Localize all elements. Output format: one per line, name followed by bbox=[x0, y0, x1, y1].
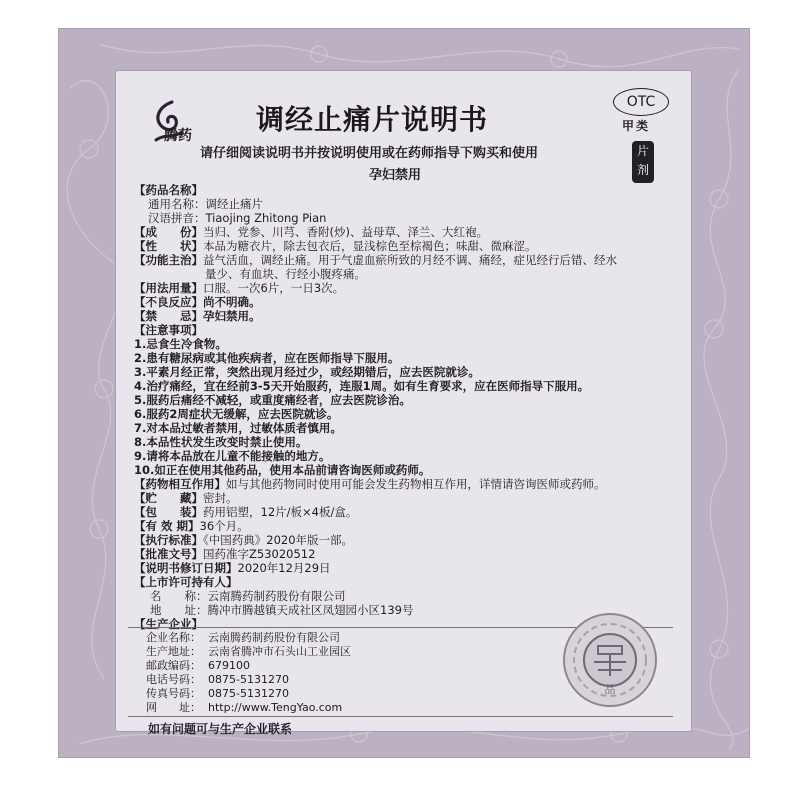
value-standard: 《中国药典》2020年版一部。 bbox=[203, 533, 354, 547]
label-approval: 【批准文号】 bbox=[134, 547, 203, 561]
contact-fax bbox=[146, 687, 289, 700]
caution-item: 9.请将本品放在儿童不能接触的地方。 bbox=[134, 449, 331, 463]
label-company: 企业名称： bbox=[146, 631, 201, 644]
value-phone: 0875-5131270 bbox=[208, 673, 289, 686]
contact-company bbox=[146, 631, 340, 644]
row-validity bbox=[134, 519, 249, 533]
row-package bbox=[134, 505, 357, 519]
logo-text: 腾药 bbox=[164, 128, 192, 144]
label-holder-address: 地 址： bbox=[150, 603, 208, 617]
company-seal-icon bbox=[560, 610, 660, 710]
dosage-form-text: 片剂 bbox=[637, 144, 650, 177]
label-address: 生产地址： bbox=[146, 645, 201, 658]
value-interactions: 如与其他药物同时使用可能会发生药物相互作用，详情请咨询医师或药师。 bbox=[226, 477, 606, 491]
caution-item: 7.对本品过敏者禁用，过敏体质者慎用。 bbox=[134, 421, 342, 435]
row-contraindications bbox=[134, 309, 261, 323]
value-validity: 36个月。 bbox=[199, 519, 249, 533]
label-validity: 【有 效 期】 bbox=[134, 519, 200, 533]
caution-item: 6.服药2周症状无缓解，应去医院就诊。 bbox=[134, 407, 339, 421]
label-generic: 通用名称： bbox=[148, 197, 206, 211]
row-interactions bbox=[134, 477, 606, 491]
label-holder: 【上市许可持有人】 bbox=[134, 575, 238, 589]
otc-grade: 甲类 bbox=[622, 119, 651, 133]
value-properties: 本品为糖衣片，除去包衣后，显浅棕色至棕褐色；味甜、微麻涩。 bbox=[203, 239, 537, 253]
label-interactions: 【药物相互作用】 bbox=[134, 477, 226, 491]
value-pinyin: Tiaojing Zhitong Pian bbox=[205, 211, 327, 225]
instruction-line: 请仔细阅读说明书并按说明使用或在药师指导下购买和使用 bbox=[200, 146, 539, 161]
row-storage bbox=[134, 491, 238, 505]
row-cautions-heading bbox=[134, 323, 203, 337]
label-revision: 【说明书修订日期】 bbox=[134, 561, 238, 575]
label-phone: 电话号码： bbox=[146, 673, 201, 686]
contact-postcode bbox=[146, 659, 250, 672]
label-drug-name: 【药品名称】 bbox=[134, 183, 203, 197]
otc-badge: OTC bbox=[613, 88, 669, 116]
caution-item: 5.服药后痛经不减轻，或重度痛经者，应去医院诊治。 bbox=[134, 393, 411, 407]
label-manufacturer: 【生产企业】 bbox=[134, 617, 203, 631]
document-title: 调经止痛片说明书 bbox=[256, 103, 489, 136]
value-storage: 密封。 bbox=[203, 491, 238, 505]
value-generic: 调经止痛片 bbox=[205, 197, 263, 211]
row-indications bbox=[134, 253, 617, 267]
row-dosage bbox=[134, 281, 344, 295]
row-holder-name bbox=[150, 589, 346, 603]
row-holder bbox=[134, 575, 238, 589]
label-ingredients: 【成 份】 bbox=[134, 225, 203, 239]
section-drug-name bbox=[134, 183, 203, 197]
value-holder-address: 腾冲市腾越镇天成社区凤翅园小区139号 bbox=[207, 603, 414, 617]
value-postcode: 679100 bbox=[208, 659, 250, 672]
value-company: 云南腾药制药股份有限公司 bbox=[208, 631, 340, 644]
label-cautions: 【注意事项】 bbox=[134, 323, 203, 337]
divider bbox=[128, 716, 673, 717]
label-indications: 【功能主治】 bbox=[134, 253, 203, 267]
pregnancy-warning: 孕妇禁用 bbox=[369, 168, 422, 183]
label-pinyin: 汉语拼音： bbox=[148, 211, 206, 225]
caution-item: 10.如正在使用其他药品，使用本品前请咨询医师或药师。 bbox=[134, 463, 431, 477]
value-indications-1: 益气活血，调经止痛。用于气虚血瘀所致的月经不调、痛经，症见经行后错、经水 bbox=[203, 253, 617, 267]
label-standard: 【执行标准】 bbox=[134, 533, 203, 547]
value-revision: 2020年12月29日 bbox=[237, 561, 331, 575]
value-adverse: 尚不明确。 bbox=[203, 295, 261, 309]
row-ingredients bbox=[134, 225, 488, 239]
row-holder-address bbox=[150, 603, 413, 617]
footer-note: 如有问题可与生产企业联系 bbox=[148, 722, 293, 736]
value-package: 药用铝塑，12片/板×4板/盒。 bbox=[203, 505, 358, 519]
value-indications-2: 量少、有血块、行经小腹疼痛。 bbox=[205, 267, 366, 281]
seal-text: 品 bbox=[604, 683, 616, 696]
value-holder-name: 云南腾药制药股份有限公司 bbox=[207, 589, 346, 603]
row-standard bbox=[134, 533, 353, 547]
caution-item: 8.本品性状发生改变时禁止使用。 bbox=[134, 435, 308, 449]
value-address: 云南省腾冲市石头山工业园区 bbox=[208, 645, 351, 658]
label-adverse: 【不良反应】 bbox=[134, 295, 203, 309]
label-web: 网 址： bbox=[146, 701, 201, 714]
dosage-form-tag bbox=[632, 141, 654, 183]
label-holder-name: 名 称： bbox=[150, 589, 208, 603]
value-fax: 0875-5131270 bbox=[208, 687, 289, 700]
caution-item: 4.治疗痛经，宜在经前3-5天开始服药，连服1周。如有生育要求，应在医师指导下服用。 bbox=[134, 379, 590, 393]
row-generic-name bbox=[148, 197, 263, 211]
label-postcode: 邮政编码： bbox=[146, 659, 201, 672]
row-adverse bbox=[134, 295, 261, 309]
row-approval bbox=[134, 547, 315, 561]
contact-phone bbox=[146, 673, 289, 686]
label-storage: 【贮 藏】 bbox=[134, 491, 203, 505]
label-properties: 【性 状】 bbox=[134, 239, 203, 253]
value-ingredients: 当归、党参、川芎、香附(炒)、益母草、泽兰、大红袍。 bbox=[203, 225, 488, 239]
row-properties bbox=[134, 239, 537, 253]
label-package: 【包 装】 bbox=[134, 505, 203, 519]
value-contra: 孕妇禁用。 bbox=[203, 309, 261, 323]
row-manufacturer bbox=[134, 617, 203, 631]
caution-item: 3.平素月经正常，突然出现月经过少，或经期错后，应去医院就诊。 bbox=[134, 365, 480, 379]
label-contra: 【禁 忌】 bbox=[134, 309, 203, 323]
contact-address bbox=[146, 645, 351, 658]
value-dosage: 口服。一次6片，一日3次。 bbox=[203, 281, 345, 295]
caution-item: 1.忌食生冷食物。 bbox=[134, 337, 227, 351]
value-web: http://www.TengYao.com bbox=[208, 701, 343, 714]
row-pinyin bbox=[148, 211, 326, 225]
row-revision bbox=[134, 561, 331, 575]
caution-item: 2.患有糖尿病或其他疾病者，应在医师指导下服用。 bbox=[134, 351, 400, 365]
label-fax: 传真号码： bbox=[146, 687, 201, 700]
value-approval: 国药准字Z53020512 bbox=[203, 547, 316, 561]
label-dosage: 【用法用量】 bbox=[134, 281, 203, 295]
contact-web bbox=[146, 701, 342, 714]
